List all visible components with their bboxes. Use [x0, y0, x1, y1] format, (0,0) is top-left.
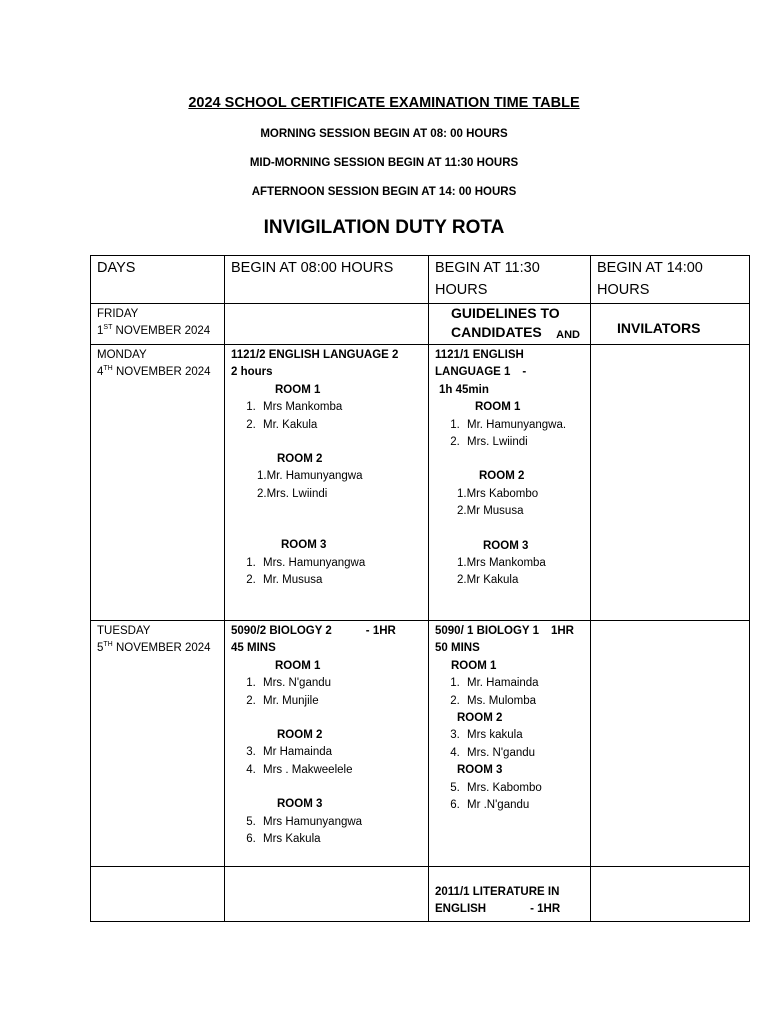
friday-1130-cell: [429, 304, 591, 345]
monday-1400-cell: [591, 345, 750, 621]
last-1130-cell: [429, 867, 591, 922]
date-label: 5TH NOVEMBER 2024: [97, 641, 211, 655]
rota-heading: INVIGILATION DUTY ROTA: [263, 217, 505, 238]
invigilator-list: [435, 727, 584, 762]
list-item: 3. Mrs kakula: [463, 727, 584, 744]
list-item: 1. Mrs Mankomba: [259, 399, 422, 416]
list-item: 2. Ms. Mulomba: [463, 693, 584, 710]
header-0800: BEGIN AT 08:00 HOURS: [225, 256, 429, 304]
list-item: 2. Mr. Mususa: [259, 572, 422, 589]
list-item: 2.Mr Kakula: [457, 574, 519, 587]
day-label: MONDAY: [97, 349, 147, 361]
room-label: ROOM 1: [275, 383, 321, 396]
paper-duration: 1h 45min: [439, 383, 489, 396]
room-label: ROOM 1: [275, 659, 321, 672]
paper-duration: 2 hours: [231, 366, 273, 379]
list-item: 6. Mrs Kakula: [259, 831, 422, 848]
afternoon-session-text: AFTERNOON SESSION BEGIN AT 14: 00 HOURS: [251, 186, 517, 198]
mid-morning-session-text: MID-MORNING SESSION BEGIN AT 11:30 HOURS: [249, 157, 519, 169]
paper-duration: 50 MINS: [435, 642, 480, 655]
table-header-row: [91, 256, 750, 304]
list-item: 2.Mrs. Lwiindi: [257, 487, 328, 500]
tuesday-day-cell: [91, 621, 225, 867]
invigilator-list: [435, 417, 584, 452]
invigilator-list: [231, 744, 422, 779]
paper-title: 5090/2 BIOLOGY 2 - 1HR: [231, 625, 396, 637]
invigilator-list: [231, 555, 422, 590]
date-label: 4TH NOVEMBER 2024: [97, 365, 211, 379]
paper-title: 2011/1 LITERATURE IN: [435, 886, 560, 898]
header-1130: BEGIN AT 11:30 HOURS: [429, 256, 591, 304]
list-item: 2. Mr. Munjile: [259, 693, 422, 710]
paper-title: 1121/1 ENGLISH: [435, 349, 524, 361]
tuesday-1130-cell: [429, 621, 591, 867]
guidelines-text: GUIDELINES TO CANDIDATES: [451, 305, 560, 340]
list-item: 1. Mr. Hamunyangwa.: [463, 417, 584, 434]
list-item: 4. Mrs . Makweelele: [259, 762, 422, 779]
last-0800-cell: [225, 867, 429, 922]
invilators-text: INVILATORS: [617, 320, 701, 336]
list-item: 4. Mrs. N'gandu: [463, 745, 584, 762]
room-label: ROOM 2: [479, 470, 525, 483]
list-item: 1. Mrs. Hamunyangwa: [259, 555, 422, 572]
room-label: ROOM 3: [457, 764, 503, 777]
last-day-cell: [91, 867, 225, 922]
list-item: 2. Mrs. Lwiindi: [463, 434, 584, 451]
header-1400: BEGIN AT 14:00 HOURS: [591, 256, 750, 304]
monday-day-cell: [91, 345, 225, 621]
monday-1130-cell: [429, 345, 591, 621]
invigilator-list: [231, 399, 422, 434]
friday-day-cell: [91, 304, 225, 345]
monday-0800-cell: [225, 345, 429, 621]
list-item: 2. Mr. Kakula: [259, 417, 422, 434]
list-item: 3. Mr Hamainda: [259, 744, 422, 761]
duty-rota-table: [90, 255, 750, 922]
morning-session-text: MORNING SESSION BEGIN AT 08: 00 HOURS: [260, 128, 508, 140]
list-item: 5. Mrs Hamunyangwa: [259, 814, 422, 831]
room-label: ROOM 1: [451, 659, 497, 672]
list-item: 1.Mrs Kabombo: [457, 487, 539, 500]
list-item: 1. Mrs. N'gandu: [259, 675, 422, 692]
day-label: TUESDAY: [97, 625, 151, 637]
list-item: 1. Mr. Hamainda: [463, 675, 584, 692]
paper-title: 1121/2 ENGLISH LANGUAGE 2: [231, 349, 399, 361]
friday-0800-cell: [225, 304, 429, 345]
paper-title-cont: ENGLISH - 1HR: [435, 903, 561, 916]
table-row-monday: [91, 345, 750, 621]
room-label: ROOM 1: [475, 401, 521, 414]
list-item: 6. Mr .N'gandu: [463, 797, 584, 814]
tuesday-1400-cell: [591, 621, 750, 867]
room-label: ROOM 3: [483, 539, 529, 552]
list-item: 2.Mr Mususa: [457, 505, 524, 518]
day-label: FRIDAY: [97, 308, 139, 320]
friday-1400-cell: [591, 304, 750, 345]
last-1400-cell: [591, 867, 750, 922]
header-days: DAYS: [91, 256, 225, 304]
list-item: 5. Mrs. Kabombo: [463, 780, 584, 797]
room-label: ROOM 2: [457, 712, 503, 725]
date-label: 1ST NOVEMBER 2024: [97, 324, 211, 338]
room-label: ROOM 3: [277, 798, 323, 811]
table-row-last: [91, 867, 750, 922]
paper-duration: 45 MINS: [231, 642, 276, 655]
table-row-tuesday: [91, 621, 750, 867]
invigilator-list: [231, 675, 422, 710]
list-item: 1.Mrs Mankomba: [457, 557, 546, 570]
room-label: ROOM 2: [277, 453, 323, 466]
invigilator-list: [231, 814, 422, 849]
invigilator-list: [435, 675, 584, 710]
tuesday-0800-cell: [225, 621, 429, 867]
room-label: ROOM 2: [277, 729, 323, 742]
paper-title-cont: LANGUAGE 1 -: [435, 366, 527, 379]
room-label: ROOM 3: [281, 539, 327, 552]
invigilator-list: [435, 780, 584, 815]
paper-title: 5090/ 1 BIOLOGY 1 1HR: [435, 625, 574, 637]
list-item: 1.Mr. Hamunyangwa: [257, 470, 363, 483]
table-row-friday: [91, 304, 750, 345]
document-title: 2024 SCHOOL CERTIFICATE EXAMINATION TIME TABLE: [188, 95, 580, 111]
and-text: AND: [556, 329, 580, 341]
